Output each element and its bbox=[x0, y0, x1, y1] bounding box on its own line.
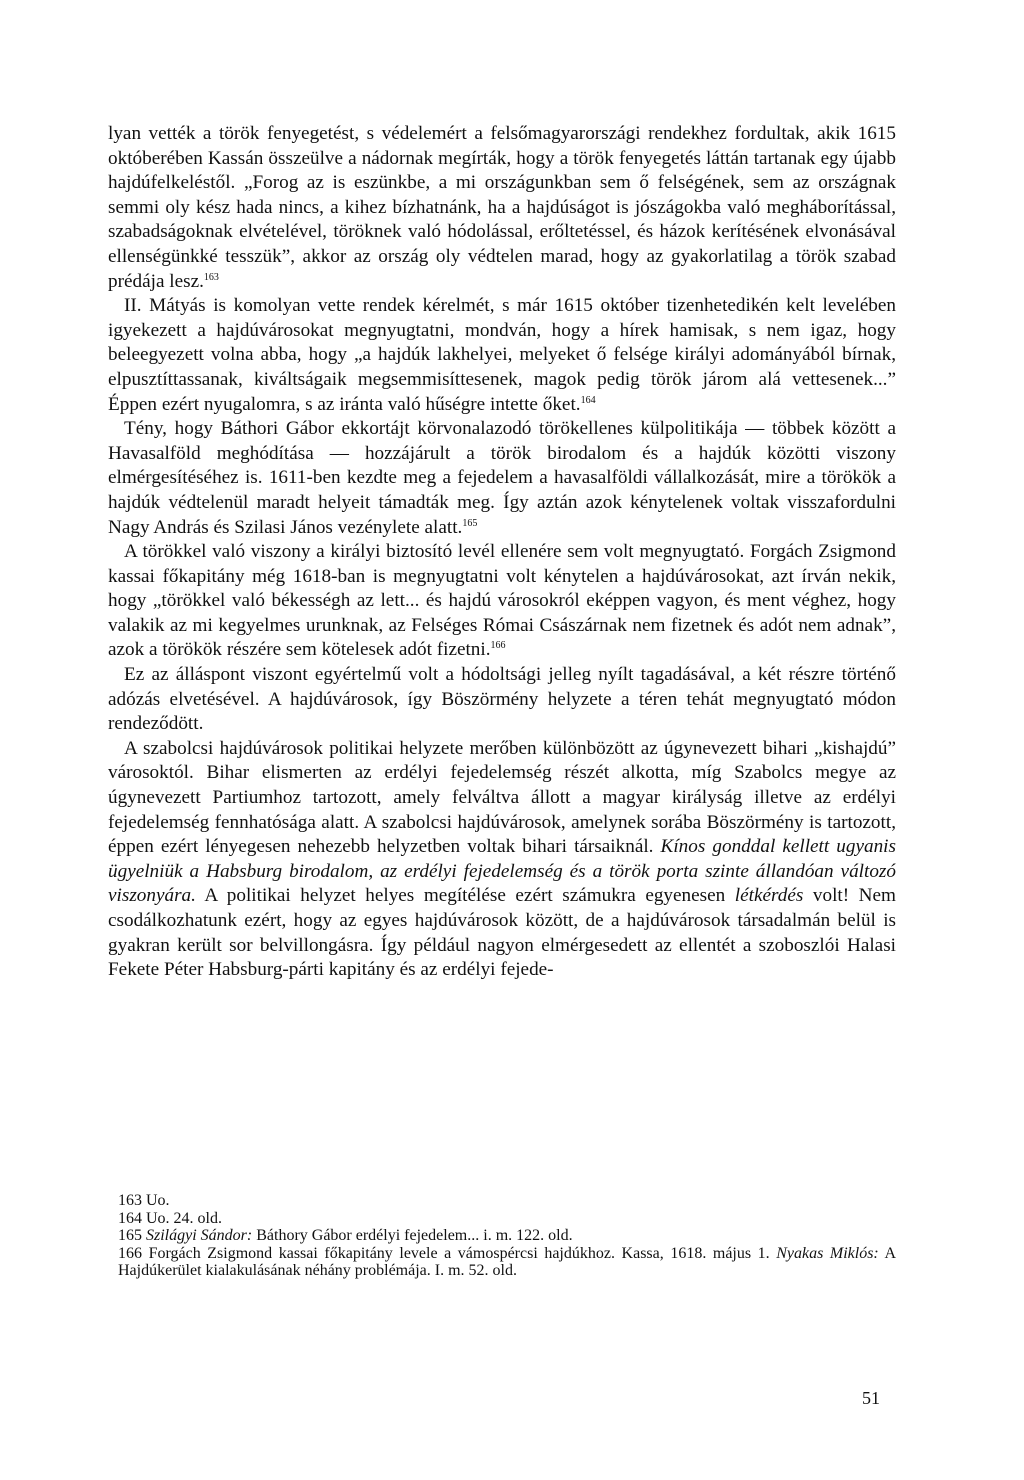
paragraph-6 bbox=[108, 737, 896, 983]
text-span: Báthory Gábor erdélyi fejedelem... i. m. 122. old. bbox=[252, 1227, 573, 1244]
text-span: A szabolcsi hajdúvárosok politikai helyzete merőben különbözött az úgynevezett bihari „kishajdú” városoktól. Bihar elismerten az erdélyi fejedelemség részét alkotta, míg Szabolcs megye az úgynevezett Partiumhoz tartozott, amely felváltva állott a magyar királyság illetve az erdélyi fejedelemség fennhatósága alatt. A szabolcsi hajdúvárosok, amelynek sorába Böszörmény is tartozott, éppen ezért lényegesen nehezebb helyzetben voltak bihari társaiknál. bbox=[108, 737, 896, 858]
footnotes bbox=[118, 1192, 896, 1280]
text-span: 166 Forgách Zsigmond kassai főkapitány levele a vámospércsi hajdúkhoz. Kassa, 1618. május 1. bbox=[118, 1244, 777, 1262]
text-span: II. Mátyás is komolyan vette rendek kérelmét, s már 1615 október tizenhetedikén kelt levelében igyekezett a hajdúvárosokat megnyugtatni, mondván, hogy a hírek hamisak, s nem igaz, hogy beleegyezett volna abba, hogy „a hajdúk lakhelyei, melyeket ő felsége királyi adományából bírnak, elpusztíttassanak, kiváltságaik megsemmisíttesenek, magok pedig török járom alá vettesenek...” Éppen ezért nyugalomra, s az iránta való hűségre intette őket. bbox=[108, 295, 896, 415]
text-span: Tény, hogy Báthori Gábor ekkortájt körvonalazodó törökellenes külpolitikája — többek között a Havasalföld meghódítása — hozzájárult a török birodalom és a hajdúk közötti viszony elmérgesítéséhez is. 1611-ben kezdte meg a fejedelem a havasalföldi vállalkozását, mire a törökök a hajdúk védtelenül maradt helyeit támadták meg. Így aztán azok kénytelenek voltak visszafordulni Nagy András és Szilasi János vezénylete alatt. bbox=[108, 418, 896, 538]
italic-span: Szilágyi Sándor: bbox=[146, 1227, 253, 1244]
text-span: Ez az álláspont viszont egyértelmű volt a hódoltsági jelleg nyílt tagadásával, a két részre történő adózás elvetésével. A hajdúvárosok, így Böszörmény helyzete a téren tehát megnyugtató módon rendeződött. bbox=[108, 664, 896, 735]
page-number: 51 bbox=[862, 1388, 880, 1408]
footnote-166 bbox=[118, 1245, 896, 1280]
text-span: A törökkel való viszony a királyi biztosító levél ellenére sem volt megnyugtató. Forgách Zsigmond kassai főkapitány még 1618-ban is megnyugtatni volt kénytelen a hajdúvárosokat, azt írván nekik, hogy „törökkel való békességh az lett... és hajdú városokról eképpen vagyon, és ment véghez, hogy valakik az mi kegyelmes urunknak, az Felséges Római Császárnak nem fizetnek és adót nem adnak”, azok a törökök részére sem kötelesek adót fizetni. bbox=[108, 541, 896, 661]
footnote-164 bbox=[118, 1210, 896, 1228]
text-span: 163 Uo. bbox=[118, 1192, 170, 1209]
text-span: 165 bbox=[118, 1227, 146, 1244]
text-span: lyan vették a török fenyegetést, s védelemért a felsőmagyarországi rendekhez fordultak, akik 1615 októberében Kassán összeülve a nádornak megírták, hogy a török fenyegetés láttán tartanak egy újabb hajdúfelkeléstől. „Forog az is eszünkbe, a mi országunkban sem ő felségének, sem az országnak semmi oly kész hada nincs, a kihez bízhatnánk, ha a hajdúságot is jószágokba való megháborítással, szabadságoknak elvételével, töröknek való hódolással, erőltetéssel, és házok kerítésének elvonásával ellenségünkké tesszük”, akkor az ország oly védtelen marad, hogy az gyakorlatilag a török szabad prédája lesz. bbox=[108, 123, 896, 292]
text-span: volt! Nem csodálkozhatunk ezért, hogy az egyes hajdúvárosok között, de a hajdúvárosok társadalmán belül is gyakran került sor belvillongásra. Így például nagyon elmérgesedett az ellentét a szoboszlói Halasi Fekete Péter Habsburg-párti kapitány és az erdélyi fejede- bbox=[108, 885, 896, 981]
footnote-163 bbox=[118, 1192, 896, 1210]
paragraph-5 bbox=[108, 663, 896, 737]
italic-span: Nyakas Miklós: bbox=[776, 1244, 879, 1262]
italic-span: létkérdés bbox=[734, 885, 804, 907]
paragraph-3 bbox=[108, 417, 896, 540]
paragraph-4 bbox=[108, 540, 896, 663]
text-span: 164 Uo. 24. old. bbox=[118, 1209, 222, 1227]
text-span: A Hajdúkerület kialakulásának néhány problémája. I. m. 52. old. bbox=[118, 1244, 896, 1279]
main-text bbox=[108, 122, 896, 983]
footnote-ref: 164 bbox=[580, 394, 596, 406]
footnote-165 bbox=[118, 1227, 896, 1245]
footnote-ref: 165 bbox=[462, 517, 478, 529]
footnote-ref: 166 bbox=[490, 640, 506, 652]
paragraph-1 bbox=[108, 122, 896, 294]
footnote-ref: 163 bbox=[203, 271, 219, 283]
text-span: A politikai helyzet helyes megítélése ezért számukra egyenesen bbox=[195, 885, 735, 907]
italic-span: Kínos gonddal kellett ugyanis ügyelniük a Habsburg birodalom, az erdélyi fejedelemség és a török porta szinte állandóan változó viszonyára. bbox=[108, 836, 896, 907]
paragraph-2 bbox=[108, 294, 896, 417]
